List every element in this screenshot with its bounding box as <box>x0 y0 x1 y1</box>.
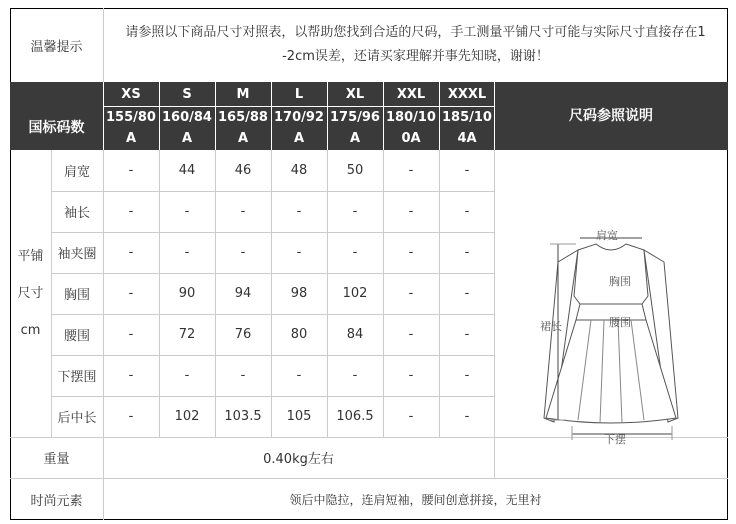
grid-line <box>159 150 160 437</box>
grid-line <box>439 150 440 437</box>
diagram-chest-label: 胸围 <box>609 275 631 288</box>
measurement-cell: - <box>128 204 134 219</box>
group-label <box>10 150 51 437</box>
size-code-line-1: 170/92 <box>274 110 324 125</box>
header-divider <box>327 82 328 150</box>
header-divider <box>494 82 495 150</box>
diagram-length-label: 裙长 <box>540 320 562 333</box>
size-code-5 <box>383 106 439 150</box>
size-name-5: XXL <box>396 86 426 102</box>
measurement-cell: - <box>408 368 414 383</box>
size-code-line-2: 0A <box>401 131 421 146</box>
measurement-cell: 84 <box>346 327 364 342</box>
size-name-4: XL <box>345 86 365 102</box>
diagram-hem-label: 下摆 <box>604 433 626 446</box>
weight-value: 0.40kg左右 <box>263 452 334 467</box>
size-code-line-2: A <box>181 131 193 146</box>
grid-line <box>51 314 494 315</box>
size-name-2: M <box>236 86 250 102</box>
measurement-cell: - <box>352 245 358 260</box>
header-divider <box>159 82 160 150</box>
size-code-line-2: A <box>125 131 137 146</box>
notice-label: 温馨提示 <box>30 39 83 55</box>
measurement-cell: 98 <box>290 286 308 301</box>
measurement-cell: - <box>408 163 414 178</box>
grid-line <box>51 273 494 274</box>
size-code-line-2: A <box>237 131 249 146</box>
measurement-cell: 105 <box>286 409 312 424</box>
measurement-cell: - <box>240 204 246 219</box>
grid-line <box>494 437 495 478</box>
measurement-cell: - <box>240 368 246 383</box>
size-code-line-2: 4A <box>457 131 477 146</box>
size-code-line-2: A <box>293 131 305 146</box>
measurement-cell: - <box>408 327 414 342</box>
style-label: 时尚元素 <box>30 493 83 509</box>
size-code-line-1: 155/80 <box>106 110 156 125</box>
row-label: 胸围 <box>63 288 90 303</box>
grid-line <box>51 396 494 397</box>
notice-line-2: -2cm误差，还请买家理解并事先知晓，谢谢！ <box>282 49 549 64</box>
size-code-1 <box>159 106 215 150</box>
measurement-cell: - <box>464 286 470 301</box>
style-value: 领后中隐拉，连肩短袖，腰间创意拼接，无里衬 <box>289 492 542 507</box>
row-label: 肩宽 <box>63 165 90 180</box>
measurement-cell: - <box>464 327 470 342</box>
size-code-2 <box>215 106 271 150</box>
measurement-cell: - <box>240 245 246 260</box>
group-label-flat: 平铺 <box>17 249 44 264</box>
size-name-1: S <box>182 86 192 102</box>
notice-text <box>103 8 728 82</box>
grid-line <box>51 150 52 437</box>
row-label: 袖夹圈 <box>57 247 97 262</box>
size-code-line-1: 165/88 <box>218 110 268 125</box>
measurement-cell: 50 <box>346 163 364 178</box>
measurement-cell: - <box>296 204 302 219</box>
size-guide-label: 尺码参照说明 <box>569 108 653 124</box>
measurement-cell: - <box>464 163 470 178</box>
measurement-cell: 94 <box>234 286 252 301</box>
measurement-cell: - <box>464 368 470 383</box>
measurement-cell: - <box>128 368 134 383</box>
measurement-cell: - <box>184 245 190 260</box>
grid-line <box>51 355 494 356</box>
measurement-cell: - <box>352 368 358 383</box>
size-code-3 <box>271 106 327 150</box>
measurement-cell: - <box>296 245 302 260</box>
size-code-line-1: 180/10 <box>386 110 436 125</box>
measurement-cell: - <box>408 245 414 260</box>
measurement-cell: 103.5 <box>224 409 262 424</box>
grid-line <box>215 150 216 437</box>
diagram-waist-label: 腰围 <box>609 316 631 329</box>
measurement-cell: - <box>408 286 414 301</box>
size-code-6 <box>439 106 495 150</box>
measurement-cell: - <box>408 204 414 219</box>
weight-label: 重量 <box>43 452 70 467</box>
group-label-size: 尺寸 <box>17 286 44 301</box>
grid-line <box>51 191 494 192</box>
header-divider <box>215 82 216 150</box>
measurement-cell: - <box>352 204 358 219</box>
grid-line <box>383 150 384 437</box>
grid-line <box>51 232 494 233</box>
row-label: 袖长 <box>63 206 90 221</box>
header-row-divider <box>103 106 494 107</box>
measurement-cell: - <box>184 204 190 219</box>
row-label: 后中长 <box>57 411 97 426</box>
grid-line <box>103 8 104 82</box>
size-code-4 <box>327 106 383 150</box>
grid-line <box>327 150 328 437</box>
header-divider <box>439 82 440 150</box>
grid-line <box>494 150 495 437</box>
measurement-cell: - <box>464 245 470 260</box>
measurement-cell: - <box>128 163 134 178</box>
measurement-cell: - <box>464 409 470 424</box>
size-code-line-1: 185/10 <box>442 110 492 125</box>
measurement-cell: 80 <box>290 327 308 342</box>
diagram-shoulder-label: 肩宽 <box>596 229 618 242</box>
measurement-cell: 48 <box>290 163 308 178</box>
size-name-0: XS <box>121 86 141 102</box>
measurement-cell: 90 <box>178 286 196 301</box>
size-name-3: L <box>294 86 304 102</box>
measurement-cell: 106.5 <box>336 409 374 424</box>
measurement-cell: - <box>296 368 302 383</box>
row-label: 下摆围 <box>57 370 97 385</box>
measurement-cell: - <box>128 286 134 301</box>
measurement-cell: - <box>128 245 134 260</box>
size-name-6: XXXL <box>447 86 487 102</box>
header-divider <box>103 82 104 150</box>
row-label: 腰围 <box>63 329 90 344</box>
measurement-cell: 76 <box>234 327 252 342</box>
header-divider <box>383 82 384 150</box>
measurement-cell: - <box>184 368 190 383</box>
measurement-cell: 72 <box>178 327 196 342</box>
measurement-cell: - <box>464 204 470 219</box>
measurement-cell: 46 <box>234 163 252 178</box>
measurement-cell: - <box>408 409 414 424</box>
group-label-unit: cm <box>20 323 41 338</box>
measurement-cell: - <box>128 327 134 342</box>
measurement-cell: 102 <box>342 286 368 301</box>
header-divider <box>271 82 272 150</box>
size-code-0 <box>103 106 159 150</box>
notice-line-1: 请参照以下商品尺寸对照表，以帮助您找到合适的尺码，手工测量平铺尺寸可能与实际尺寸直接存在1 <box>125 25 706 40</box>
measurement-cell: 44 <box>178 163 196 178</box>
measurement-cell: - <box>128 409 134 424</box>
size-code-line-1: 175/96 <box>330 110 380 125</box>
size-code-line-2: A <box>349 131 361 146</box>
standard-size-label: 国标码数 <box>28 120 85 136</box>
grid-line <box>271 150 272 437</box>
measurement-cell: 102 <box>174 409 200 424</box>
size-code-line-1: 160/84 <box>162 110 212 125</box>
